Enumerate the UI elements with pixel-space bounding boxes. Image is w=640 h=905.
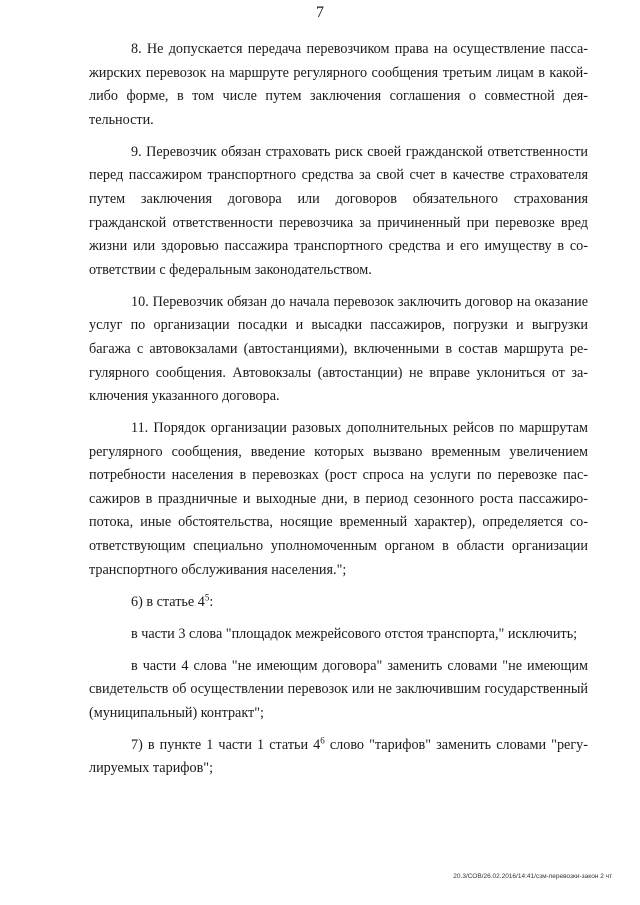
amendment-6 <box>89 591 588 615</box>
amendment-6-tail: : <box>209 593 214 610</box>
page-number: 7 <box>316 4 324 21</box>
paragraph-8: 8. Не допускается передача перевозчиком права на осуществление пассажирских перевозок на маршруте регулярного сообщения третьим лицам в какой-либо форме, в том числе путем заключения соглашения о совместной деятельности. <box>89 41 588 128</box>
amendment-6-part-3: в части 3 слова "площадок межрейсового отстоя транспорта," исключить; <box>131 625 578 642</box>
amendment-6-text: 6) в статье 4 <box>131 593 205 610</box>
amendment-6-part-4: в части 4 слова "не имеющим договора" заменить словами "не имеющим свидетельств об осуществлении перевозок или не заключившим государственный (муниципальный) контракт"; <box>89 657 588 721</box>
amendment-7-tail: слово "тарифов" заменить словами "регулируемых тарифов"; <box>89 736 588 777</box>
document-body <box>89 38 588 789</box>
amendment-7-text: 7) в пункте 1 части 1 статьи 4 <box>131 736 321 753</box>
paragraph-11: 11. Порядок организации разовых дополнительных рейсов по маршрутам регулярного сообщения, введение которых вызвано временным увеличением потребности населения в перевозках (рост спроса на услуги по перевозке пассажиров в праздничные и выходные дни, в период сезонного роста пассажиропотока, иные обстоятельства, носящие временный характер), определяется соответствующим специально уполномоченным органом в области организации транспортного обслуживания населения."; <box>89 420 588 578</box>
article-superscript: 6 <box>320 735 325 746</box>
amendment-7 <box>89 734 588 781</box>
paragraph-9: 9. Перевозчик обязан страховать риск своей гражданской ответственности перед пассажиром транспортного средства за свой счет в качестве страхователя путем заключения договора или договоров обязательного страхования гражданской ответственности перевозчика за причиненный при перевозке вред жизни или здоровью пассажира транспортного средства и его имуществу в соответствии с федеральным законодательством. <box>89 143 588 278</box>
document-footer-code: 20.3/СОВ/26.02.2016/14:41/сзм-перевозки-закон 2 чт <box>453 873 612 880</box>
paragraph-10: 10. Перевозчик обязан до начала перевозок заключить договор на оказание услуг по организации посадки и высадки пассажиров, погрузки и выгрузки багажа с автовокзалами (автостанциями), включенными в состав маршрута регулярного сообщения. Автовокзалы (автостанции) не вправе уклониться от заключения указанного договора. <box>89 293 588 405</box>
article-superscript: 5 <box>204 591 210 602</box>
